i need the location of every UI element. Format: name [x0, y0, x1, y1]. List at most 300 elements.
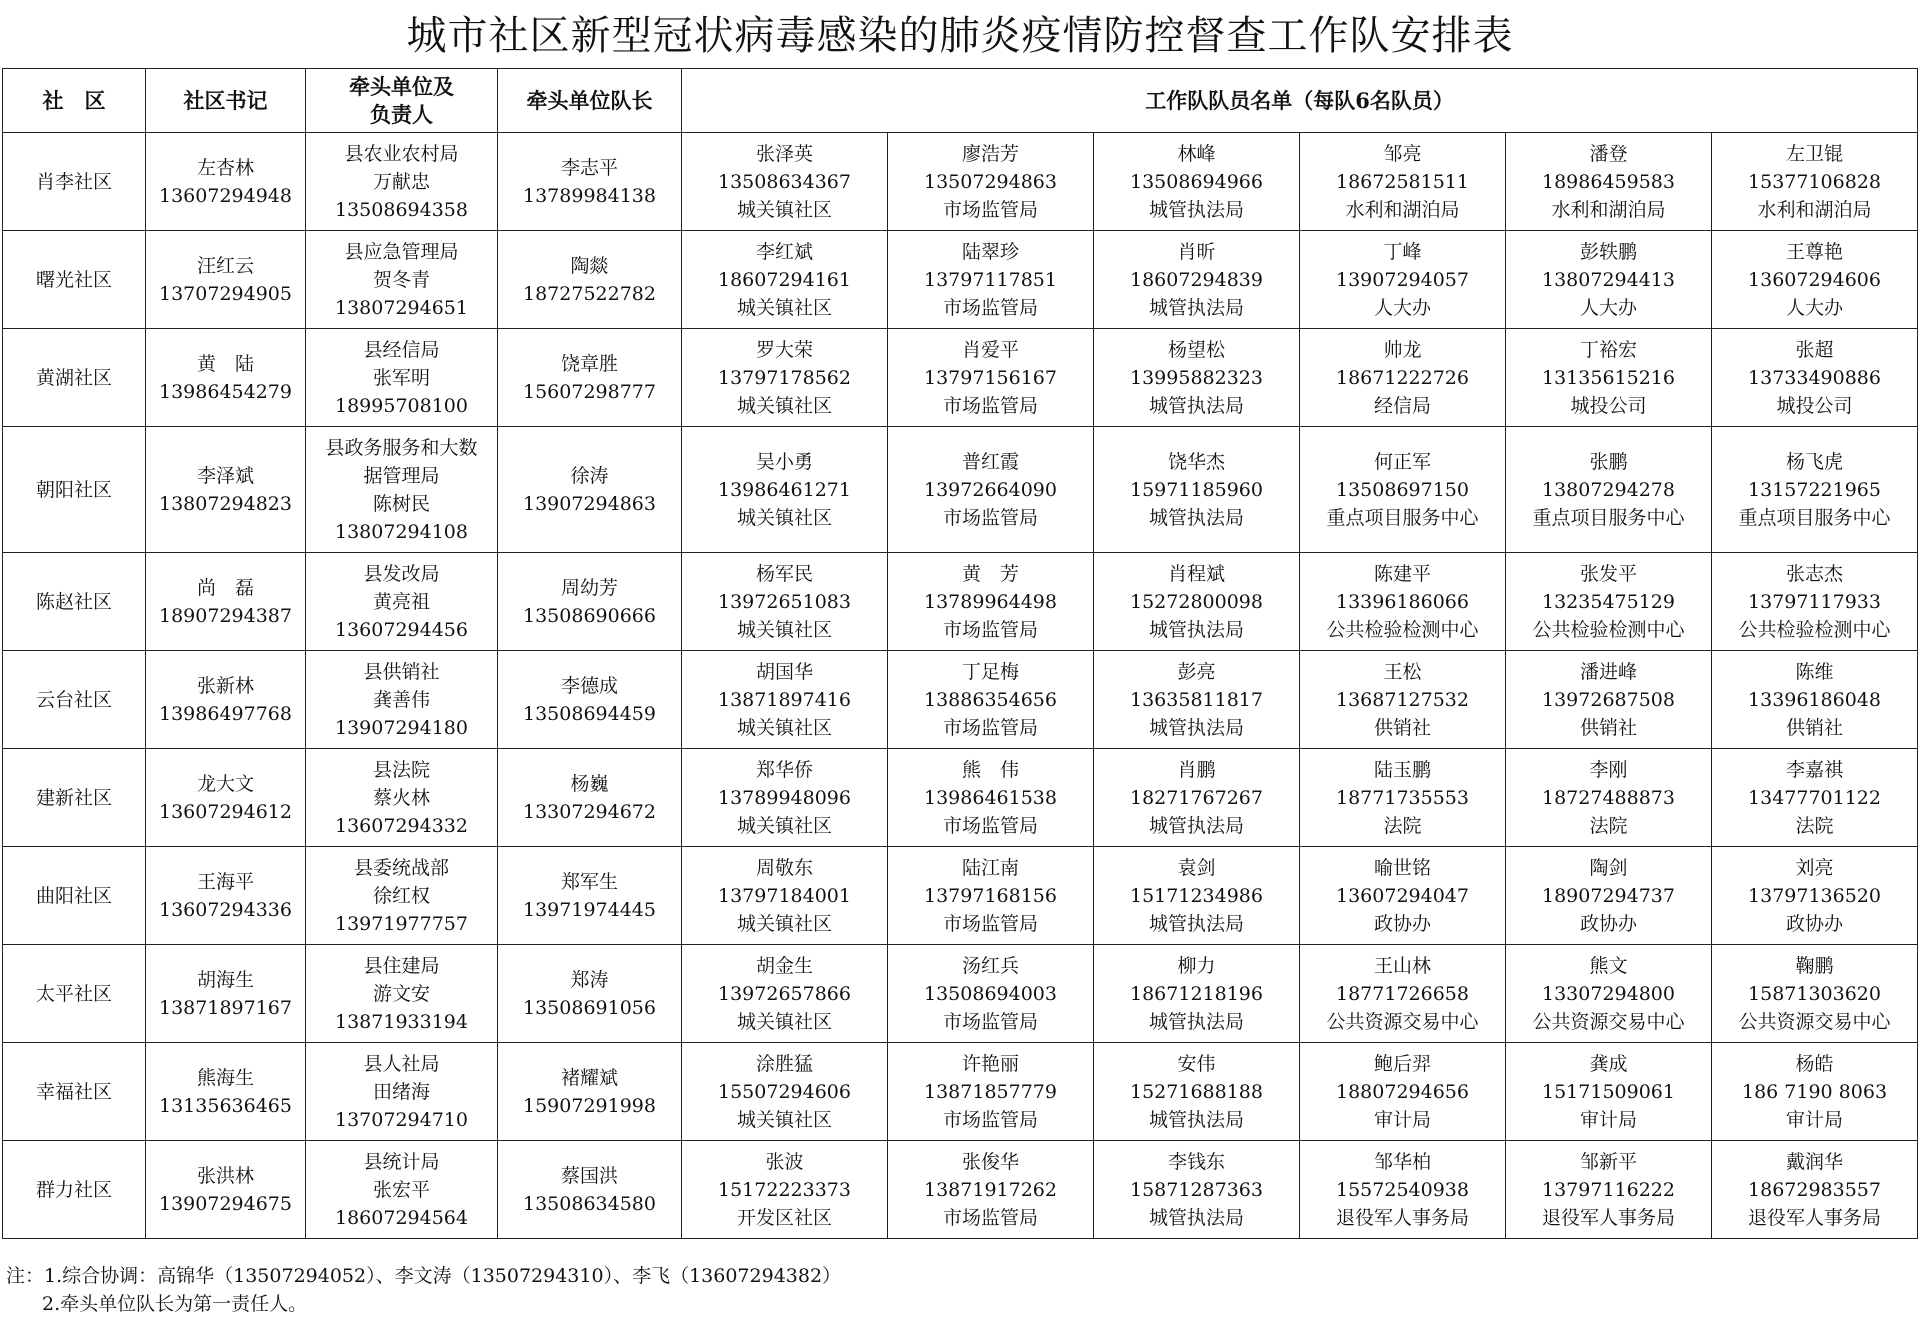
member-unit: 公共检验检测中心: [1326, 618, 1479, 641]
table-row: [3, 553, 1918, 651]
member-phone: 13797156167: [924, 366, 1057, 389]
member-phone: 13307294800: [1542, 982, 1675, 1005]
member-cell: [1506, 749, 1712, 847]
member-phone: 13986461271: [718, 478, 851, 501]
secretary-name: 龙大文: [196, 772, 254, 795]
lead-unit-line: 徐红权: [372, 884, 430, 907]
member-phone: 13477701122: [1748, 786, 1881, 809]
secretary-phone: 13986497768: [159, 702, 292, 725]
member-cell: [1300, 427, 1506, 553]
secretary-cell: [146, 427, 306, 553]
table-row: [3, 329, 1918, 427]
lead-unit-line: 县住建局: [363, 954, 440, 977]
member-unit: 审计局: [1786, 1108, 1844, 1131]
lead-unit-line: 13807294108: [335, 520, 468, 543]
member-name: 肖鹏: [1177, 758, 1216, 781]
table-row: [3, 133, 1918, 231]
captain-cell: [498, 329, 682, 427]
secretary-name: 黄 陆: [196, 352, 254, 375]
member-unit: 城管执法局: [1148, 394, 1244, 417]
secretary-phone: 13607294336: [159, 898, 292, 921]
member-phone: 18607294161: [718, 268, 851, 291]
lead-unit-cell: [306, 749, 498, 847]
member-cell: [682, 133, 888, 231]
header-captain: 牵头单位队长: [498, 69, 682, 133]
member-cell: [1300, 945, 1506, 1043]
lead-unit-cell: [306, 133, 498, 231]
lead-unit-cell: [306, 329, 498, 427]
secretary-phone: 13707294905: [159, 282, 292, 305]
member-cell: [1300, 1141, 1506, 1239]
lead-unit-line: 黄亮祖: [372, 590, 430, 613]
member-unit: 市场监管局: [942, 198, 1038, 221]
captain-cell: [498, 1141, 682, 1239]
lead-unit-cell: [306, 1043, 498, 1141]
secretary-phone: 13135636465: [159, 1094, 292, 1117]
member-unit: 人大办: [1579, 296, 1637, 319]
member-name: 罗大荣: [755, 338, 813, 361]
member-unit: 审计局: [1579, 1108, 1637, 1131]
footnote-2: 2.牵头单位队长为第一责任人。: [42, 1293, 308, 1315]
community-cell: 云台社区: [3, 651, 146, 749]
member-cell: [1300, 1043, 1506, 1141]
member-name: 潘进峰: [1579, 660, 1637, 683]
captain-name: 李德成: [560, 674, 618, 697]
header-members: 工作队队员名单（每队6名队员）: [682, 69, 1918, 133]
member-name: 戴润华: [1786, 1150, 1844, 1173]
table-row: [3, 651, 1918, 749]
member-phone: 18271767267: [1130, 786, 1263, 809]
member-unit: 市场监管局: [942, 912, 1038, 935]
member-phone: 18727488873: [1542, 786, 1675, 809]
member-unit: 城管执法局: [1148, 296, 1244, 319]
member-phone: 13797178562: [718, 366, 851, 389]
lead-unit-line: 贺冬青: [372, 268, 430, 291]
member-name: 彭亮: [1177, 660, 1216, 683]
member-cell: [1712, 553, 1918, 651]
member-phone: 15172223373: [718, 1178, 851, 1201]
captain-phone: 13307294672: [523, 800, 656, 823]
captain-cell: [498, 1043, 682, 1141]
member-unit: 城关镇社区: [736, 1010, 832, 1033]
member-cell: [682, 651, 888, 749]
member-name: 李嘉祺: [1786, 758, 1844, 781]
member-cell: [1506, 553, 1712, 651]
lead-unit-cell: [306, 847, 498, 945]
lead-unit-line: 18607294564: [335, 1206, 468, 1229]
member-name: 吴小勇: [755, 450, 813, 473]
captain-cell: [498, 427, 682, 553]
member-name: 肖程斌: [1167, 562, 1225, 585]
page-title: 城市社区新型冠状病毒感染的肺炎疫情防控督查工作队安排表: [406, 13, 1514, 59]
captain-cell: [498, 133, 682, 231]
member-cell: [1712, 1141, 1918, 1239]
member-cell: [1094, 427, 1300, 553]
member-cell: [1094, 749, 1300, 847]
secretary-cell: [146, 749, 306, 847]
lead-unit-line: 13807294651: [335, 296, 468, 319]
member-unit: 城关镇社区: [736, 716, 832, 739]
captain-phone: 13789984138: [523, 184, 656, 207]
member-phone: 18671218196: [1130, 982, 1263, 1005]
captain-phone: 13907294863: [523, 492, 656, 515]
lead-unit-line: 13707294710: [335, 1108, 468, 1131]
secretary-phone: 13607294948: [159, 184, 292, 207]
captain-phone: 13508691056: [523, 996, 656, 1019]
lead-unit-line: 13607294456: [335, 618, 468, 641]
member-phone: 13508697150: [1336, 478, 1469, 501]
member-unit: 水利和湖泊局: [1551, 198, 1666, 221]
member-phone: 13396186066: [1336, 590, 1469, 613]
lead-unit-line: 县供销社: [363, 660, 440, 683]
member-cell: [1506, 847, 1712, 945]
member-name: 廖浩芳: [961, 142, 1019, 165]
member-name: 涂胜猛: [755, 1052, 813, 1075]
member-unit: 公共资源交易中心: [1738, 1010, 1891, 1033]
captain-phone: 15907291998: [523, 1094, 656, 1117]
captain-cell: [498, 231, 682, 329]
member-unit: 城管执法局: [1148, 1206, 1244, 1229]
member-unit: 市场监管局: [942, 618, 1038, 641]
member-unit: 供销社: [1373, 716, 1431, 739]
member-name: 李刚: [1589, 758, 1628, 781]
member-cell: [1506, 133, 1712, 231]
member-phone: 18986459583: [1542, 170, 1675, 193]
member-unit: 人大办: [1373, 296, 1431, 319]
member-cell: [1094, 329, 1300, 427]
captain-name: 陶燚: [570, 254, 609, 277]
captain-name: 蔡国洪: [560, 1164, 618, 1187]
member-phone: 13907294057: [1336, 268, 1469, 291]
community-cell: 黄湖社区: [3, 329, 146, 427]
member-name: 彭轶鹏: [1579, 240, 1637, 263]
secretary-name: 李泽斌: [196, 464, 254, 487]
member-name: 汤红兵: [961, 954, 1019, 977]
member-phone: 13789948096: [718, 786, 851, 809]
lead-unit-line: 13907294180: [335, 716, 468, 739]
member-name: 杨皓: [1795, 1052, 1834, 1075]
lead-unit-line: 龚善伟: [372, 688, 430, 711]
member-unit: 经信局: [1373, 394, 1431, 417]
member-name: 肖爱平: [961, 338, 1019, 361]
member-phone: 18907294737: [1542, 884, 1675, 907]
secretary-name: 熊海生: [196, 1066, 254, 1089]
member-phone: 13972651083: [718, 590, 851, 613]
member-phone: 13607294606: [1748, 268, 1881, 291]
team-schedule-table: [2, 68, 1918, 1239]
lead-unit-line: 县统计局: [363, 1150, 440, 1173]
secretary-name: 张洪林: [196, 1164, 254, 1187]
member-cell: [1300, 231, 1506, 329]
member-phone: 13886354656: [924, 688, 1057, 711]
member-unit: 城管执法局: [1148, 1108, 1244, 1131]
member-name: 李钱东: [1167, 1150, 1225, 1173]
member-phone: 13797117851: [924, 268, 1057, 291]
member-phone: 13235475129: [1542, 590, 1675, 613]
member-unit: 政协办: [1579, 912, 1637, 935]
table-row: [3, 231, 1918, 329]
community-cell: 幸福社区: [3, 1043, 146, 1141]
member-phone: 15171509061: [1542, 1080, 1675, 1103]
member-phone: 18771726658: [1336, 982, 1469, 1005]
captain-name: 褚耀斌: [560, 1066, 618, 1089]
member-name: 张泽英: [755, 142, 813, 165]
captain-name: 郑军生: [560, 870, 618, 893]
secretary-phone: 13607294612: [159, 800, 292, 823]
lead-unit-line: 万献忠: [372, 170, 430, 193]
table-body: [3, 133, 1918, 1239]
member-cell: [888, 945, 1094, 1043]
member-name: 柳力: [1177, 954, 1216, 977]
community-cell: 太平社区: [3, 945, 146, 1043]
member-cell: [888, 553, 1094, 651]
member-unit: 重点项目服务中心: [1326, 506, 1479, 529]
member-unit: 城关镇社区: [736, 296, 832, 319]
secretary-cell: [146, 1141, 306, 1239]
captain-cell: [498, 553, 682, 651]
member-name: 邹亮: [1383, 142, 1422, 165]
member-phone: 18672581511: [1336, 170, 1469, 193]
member-phone: 13797184001: [718, 884, 851, 907]
header-lead-unit-line: 牵头单位及: [349, 73, 454, 99]
member-name: 张鹏: [1589, 450, 1628, 473]
member-cell: [682, 231, 888, 329]
member-phone: 18771735553: [1336, 786, 1469, 809]
secretary-cell: [146, 651, 306, 749]
member-phone: 13972657866: [718, 982, 851, 1005]
member-cell: [888, 651, 1094, 749]
member-phone: 13972687508: [1542, 688, 1675, 711]
member-cell: [1712, 231, 1918, 329]
member-unit: 城关镇社区: [736, 506, 832, 529]
member-cell: [1094, 231, 1300, 329]
member-phone: 13871897416: [718, 688, 851, 711]
member-cell: [1094, 945, 1300, 1043]
member-name: 许艳丽: [961, 1052, 1019, 1075]
captain-phone: 13508634580: [523, 1192, 656, 1215]
member-phone: 18807294656: [1336, 1080, 1469, 1103]
member-name: 张俊华: [961, 1150, 1019, 1173]
member-name: 邹新平: [1579, 1150, 1637, 1173]
member-unit: 城关镇社区: [736, 198, 832, 221]
member-phone: 13807294278: [1542, 478, 1675, 501]
member-phone: 18671222726: [1336, 366, 1469, 389]
member-name: 肖昕: [1177, 240, 1216, 263]
member-phone: 13687127532: [1336, 688, 1469, 711]
lead-unit-line: 县委统战部: [353, 856, 449, 879]
member-phone: 13396186048: [1748, 688, 1881, 711]
member-cell: [1506, 1043, 1712, 1141]
member-phone: 186 7190 8063: [1741, 1080, 1888, 1103]
member-name: 邹华柏: [1373, 1150, 1431, 1173]
member-cell: [888, 329, 1094, 427]
member-unit: 法院: [1589, 814, 1628, 837]
secretary-cell: [146, 553, 306, 651]
member-name: 胡国华: [755, 660, 813, 683]
member-phone: 15871287363: [1130, 1178, 1263, 1201]
member-name: 张超: [1795, 338, 1834, 361]
member-unit: 重点项目服务中心: [1532, 506, 1685, 529]
member-unit: 城投公司: [1570, 394, 1647, 417]
lead-unit-line: 13607294332: [335, 814, 468, 837]
member-name: 龚成: [1589, 1052, 1628, 1075]
lead-unit-line: 陈树民: [372, 492, 430, 515]
community-cell: 曙光社区: [3, 231, 146, 329]
lead-unit-cell: [306, 553, 498, 651]
lead-unit-line: 田绪海: [372, 1080, 430, 1103]
member-phone: 13157221965: [1748, 478, 1881, 501]
member-cell: [682, 1043, 888, 1141]
member-name: 张发平: [1579, 562, 1637, 585]
member-unit: 城管执法局: [1148, 1010, 1244, 1033]
community-cell: 朝阳社区: [3, 427, 146, 553]
member-cell: [1094, 1141, 1300, 1239]
captain-cell: [498, 651, 682, 749]
member-cell: [888, 133, 1094, 231]
member-name: 安伟: [1177, 1052, 1216, 1075]
lead-unit-line: 13508694358: [335, 198, 468, 221]
member-cell: [888, 749, 1094, 847]
member-cell: [682, 945, 888, 1043]
member-cell: [888, 1043, 1094, 1141]
member-phone: 13807294413: [1542, 268, 1675, 291]
member-phone: 13508694003: [924, 982, 1057, 1005]
community-cell: 曲阳社区: [3, 847, 146, 945]
member-phone: 15971185960: [1130, 478, 1263, 501]
member-unit: 供销社: [1579, 716, 1637, 739]
member-unit: 城关镇社区: [736, 394, 832, 417]
member-unit: 城关镇社区: [736, 1108, 832, 1131]
member-cell: [682, 553, 888, 651]
member-unit: 城投公司: [1776, 394, 1853, 417]
member-cell: [1712, 427, 1918, 553]
member-phone: 13797168156: [924, 884, 1057, 907]
lead-unit-line: 县人社局: [363, 1052, 440, 1075]
member-unit: 公共资源交易中心: [1532, 1010, 1685, 1033]
secretary-phone: 13871897167: [159, 996, 292, 1019]
member-phone: 13986461538: [924, 786, 1057, 809]
member-unit: 政协办: [1373, 912, 1431, 935]
member-unit: 城管执法局: [1148, 814, 1244, 837]
secretary-name: 张新林: [196, 674, 254, 697]
member-phone: 15507294606: [718, 1080, 851, 1103]
member-cell: [1300, 133, 1506, 231]
member-name: 王松: [1383, 660, 1422, 683]
captain-name: 杨巍: [570, 772, 609, 795]
member-cell: [888, 1141, 1094, 1239]
lead-unit-cell: [306, 427, 498, 553]
member-cell: [1094, 847, 1300, 945]
member-unit: 开发区社区: [736, 1206, 832, 1229]
member-name: 胡金生: [755, 954, 813, 977]
member-name: 陈维: [1795, 660, 1834, 683]
member-name: 王尊艳: [1786, 240, 1844, 263]
header-secretary: 社区书记: [146, 69, 306, 133]
member-cell: [1506, 945, 1712, 1043]
member-name: 杨飞虎: [1786, 450, 1844, 473]
member-name: 喻世铭: [1373, 856, 1431, 879]
member-cell: [1094, 1043, 1300, 1141]
secretary-name: 胡海生: [196, 968, 254, 991]
member-unit: 公共检验检测中心: [1738, 618, 1891, 641]
footnote-1: 注：1.综合协调：高锦华（13507294052）、李文涛（13507294310）、李飞（13607294382）: [6, 1265, 842, 1287]
member-unit: 审计局: [1373, 1108, 1431, 1131]
member-cell: [1712, 651, 1918, 749]
member-cell: [1094, 133, 1300, 231]
captain-name: 周幼芳: [560, 576, 618, 599]
member-name: 杨军民: [755, 562, 813, 585]
lead-unit-line: 县农业农村局: [344, 142, 459, 165]
captain-phone: 15607298777: [523, 380, 656, 403]
member-cell: [1506, 651, 1712, 749]
lead-unit-line: 县应急管理局: [344, 240, 459, 263]
member-name: 袁剑: [1177, 856, 1216, 879]
member-cell: [1712, 329, 1918, 427]
member-name: 熊文: [1589, 954, 1628, 977]
member-phone: 15871303620: [1748, 982, 1881, 1005]
member-phone: 13508694966: [1130, 170, 1263, 193]
member-name: 鲍后羿: [1373, 1052, 1431, 1075]
secretary-phone: 13807294823: [159, 492, 292, 515]
member-name: 陶剑: [1589, 856, 1628, 879]
secretary-name: 王海平: [196, 870, 254, 893]
member-name: 何正军: [1373, 450, 1431, 473]
member-unit: 城关镇社区: [736, 912, 832, 935]
secretary-cell: [146, 847, 306, 945]
member-phone: 13995882323: [1130, 366, 1263, 389]
table-row: [3, 749, 1918, 847]
secretary-phone: 13907294675: [159, 1192, 292, 1215]
header-community: 社 区: [3, 69, 146, 133]
member-name: 林峰: [1177, 142, 1216, 165]
member-cell: [1300, 847, 1506, 945]
member-name: 丁足梅: [961, 660, 1019, 683]
captain-name: 徐涛: [570, 464, 609, 487]
member-name: 丁峰: [1383, 240, 1422, 263]
member-phone: 15271688188: [1130, 1080, 1263, 1103]
member-unit: 水利和湖泊局: [1345, 198, 1460, 221]
member-name: 陆江南: [961, 856, 1019, 879]
member-name: 熊 伟: [961, 758, 1019, 781]
member-cell: [1712, 945, 1918, 1043]
member-cell: [682, 847, 888, 945]
member-phone: 15572540938: [1336, 1178, 1469, 1201]
lead-unit-line: 蔡火林: [372, 786, 430, 809]
member-phone: 13789964498: [924, 590, 1057, 613]
secretary-name: 左杏林: [196, 156, 254, 179]
member-name: 饶华杰: [1167, 450, 1225, 473]
member-cell: [682, 329, 888, 427]
member-name: 周敬东: [755, 856, 813, 879]
member-name: 左卫锟: [1786, 142, 1844, 165]
member-cell: [1506, 231, 1712, 329]
lead-unit-line: 县经信局: [363, 338, 440, 361]
captain-phone: 13508694459: [523, 702, 656, 725]
member-phone: 15377106828: [1748, 170, 1881, 193]
member-name: 陆翠珍: [961, 240, 1019, 263]
member-name: 鞠鹏: [1795, 954, 1834, 977]
member-unit: 市场监管局: [942, 394, 1038, 417]
member-unit: 政协办: [1786, 912, 1844, 935]
member-unit: 法院: [1795, 814, 1834, 837]
community-cell: 肖李社区: [3, 133, 146, 231]
lead-unit-line: 游文安: [372, 982, 430, 1005]
member-phone: 13607294047: [1336, 884, 1469, 907]
lead-unit-line: 县发改局: [363, 562, 440, 585]
secretary-cell: [146, 945, 306, 1043]
member-unit: 公共资源交易中心: [1326, 1010, 1479, 1033]
member-unit: 城关镇社区: [736, 814, 832, 837]
